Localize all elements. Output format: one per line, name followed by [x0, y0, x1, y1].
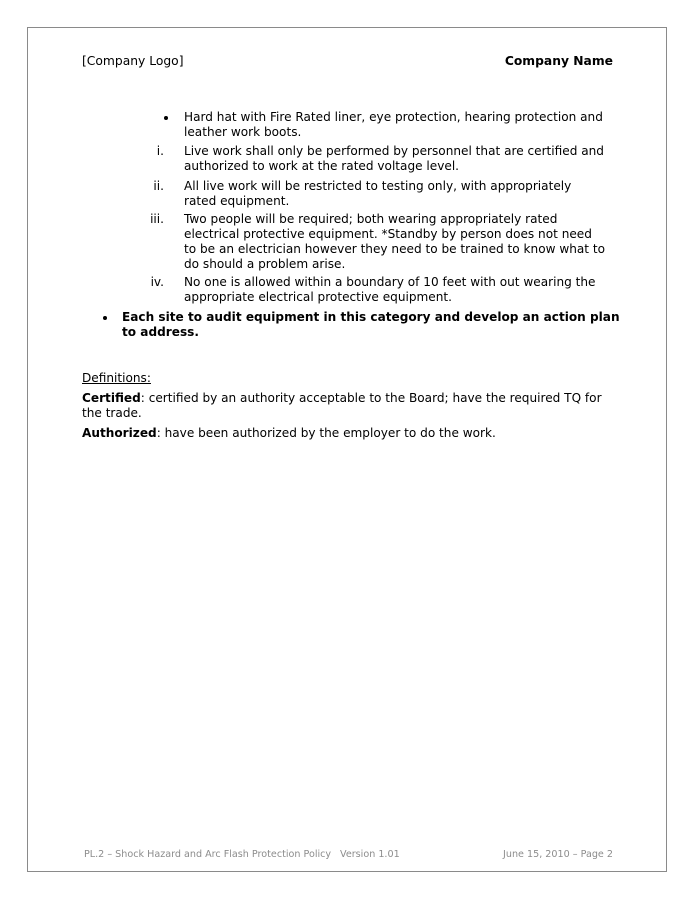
definition-term: Authorized: [82, 426, 157, 440]
definition-certified: [82, 391, 612, 421]
list-marker: ii.: [153, 179, 164, 193]
footer-version: Version 1.01: [340, 849, 400, 860]
list-item-text: Live work shall only be performed by personnel that are certified and authorized to work at the rated voltage level.: [184, 144, 604, 173]
list-item-text: No one is allowed within a boundary of 10 feet with out wearing the appropriate electrical protective equipment.: [184, 275, 596, 304]
bullet-icon: [103, 316, 107, 320]
list-item-text: Hard hat with Fire Rated liner, eye protection, hearing protection and leather work boots.: [184, 110, 603, 139]
list-marker: iii.: [150, 212, 164, 226]
company-logo-placeholder: [Company Logo]: [82, 54, 184, 68]
company-name: Company Name: [504, 54, 613, 68]
list-marker: iv.: [150, 275, 164, 289]
list-item-text: All live work will be restricted to testing only, with appropriately rated equipment.: [184, 179, 572, 208]
footer-date-page: June 15, 2010 – Page 2: [503, 849, 613, 860]
definition-term: Certified: [82, 391, 141, 405]
definition-text: : certified by an authority acceptable to the Board; have the required TQ for the trade.: [82, 391, 602, 420]
definition-text: : have been authorized by the employer to do the work.: [156, 426, 496, 440]
definitions-heading: Definitions:: [82, 371, 151, 385]
list-item-text: Each site to audit equipment in this category and develop an action plan to address.: [122, 310, 620, 339]
footer-document-title: PL.2 – Shock Hazard and Arc Flash Protection Policy: [84, 849, 332, 860]
definition-authorized: [82, 426, 612, 441]
list-marker: i.: [156, 144, 164, 158]
bullet-icon: [164, 116, 168, 120]
list-item-text: Two people will be required; both wearing appropriately rated electrical protective equipment. *Standby by person does not need to be an electrician however they need to be trained to know what to do should a problem arise.: [184, 212, 606, 271]
